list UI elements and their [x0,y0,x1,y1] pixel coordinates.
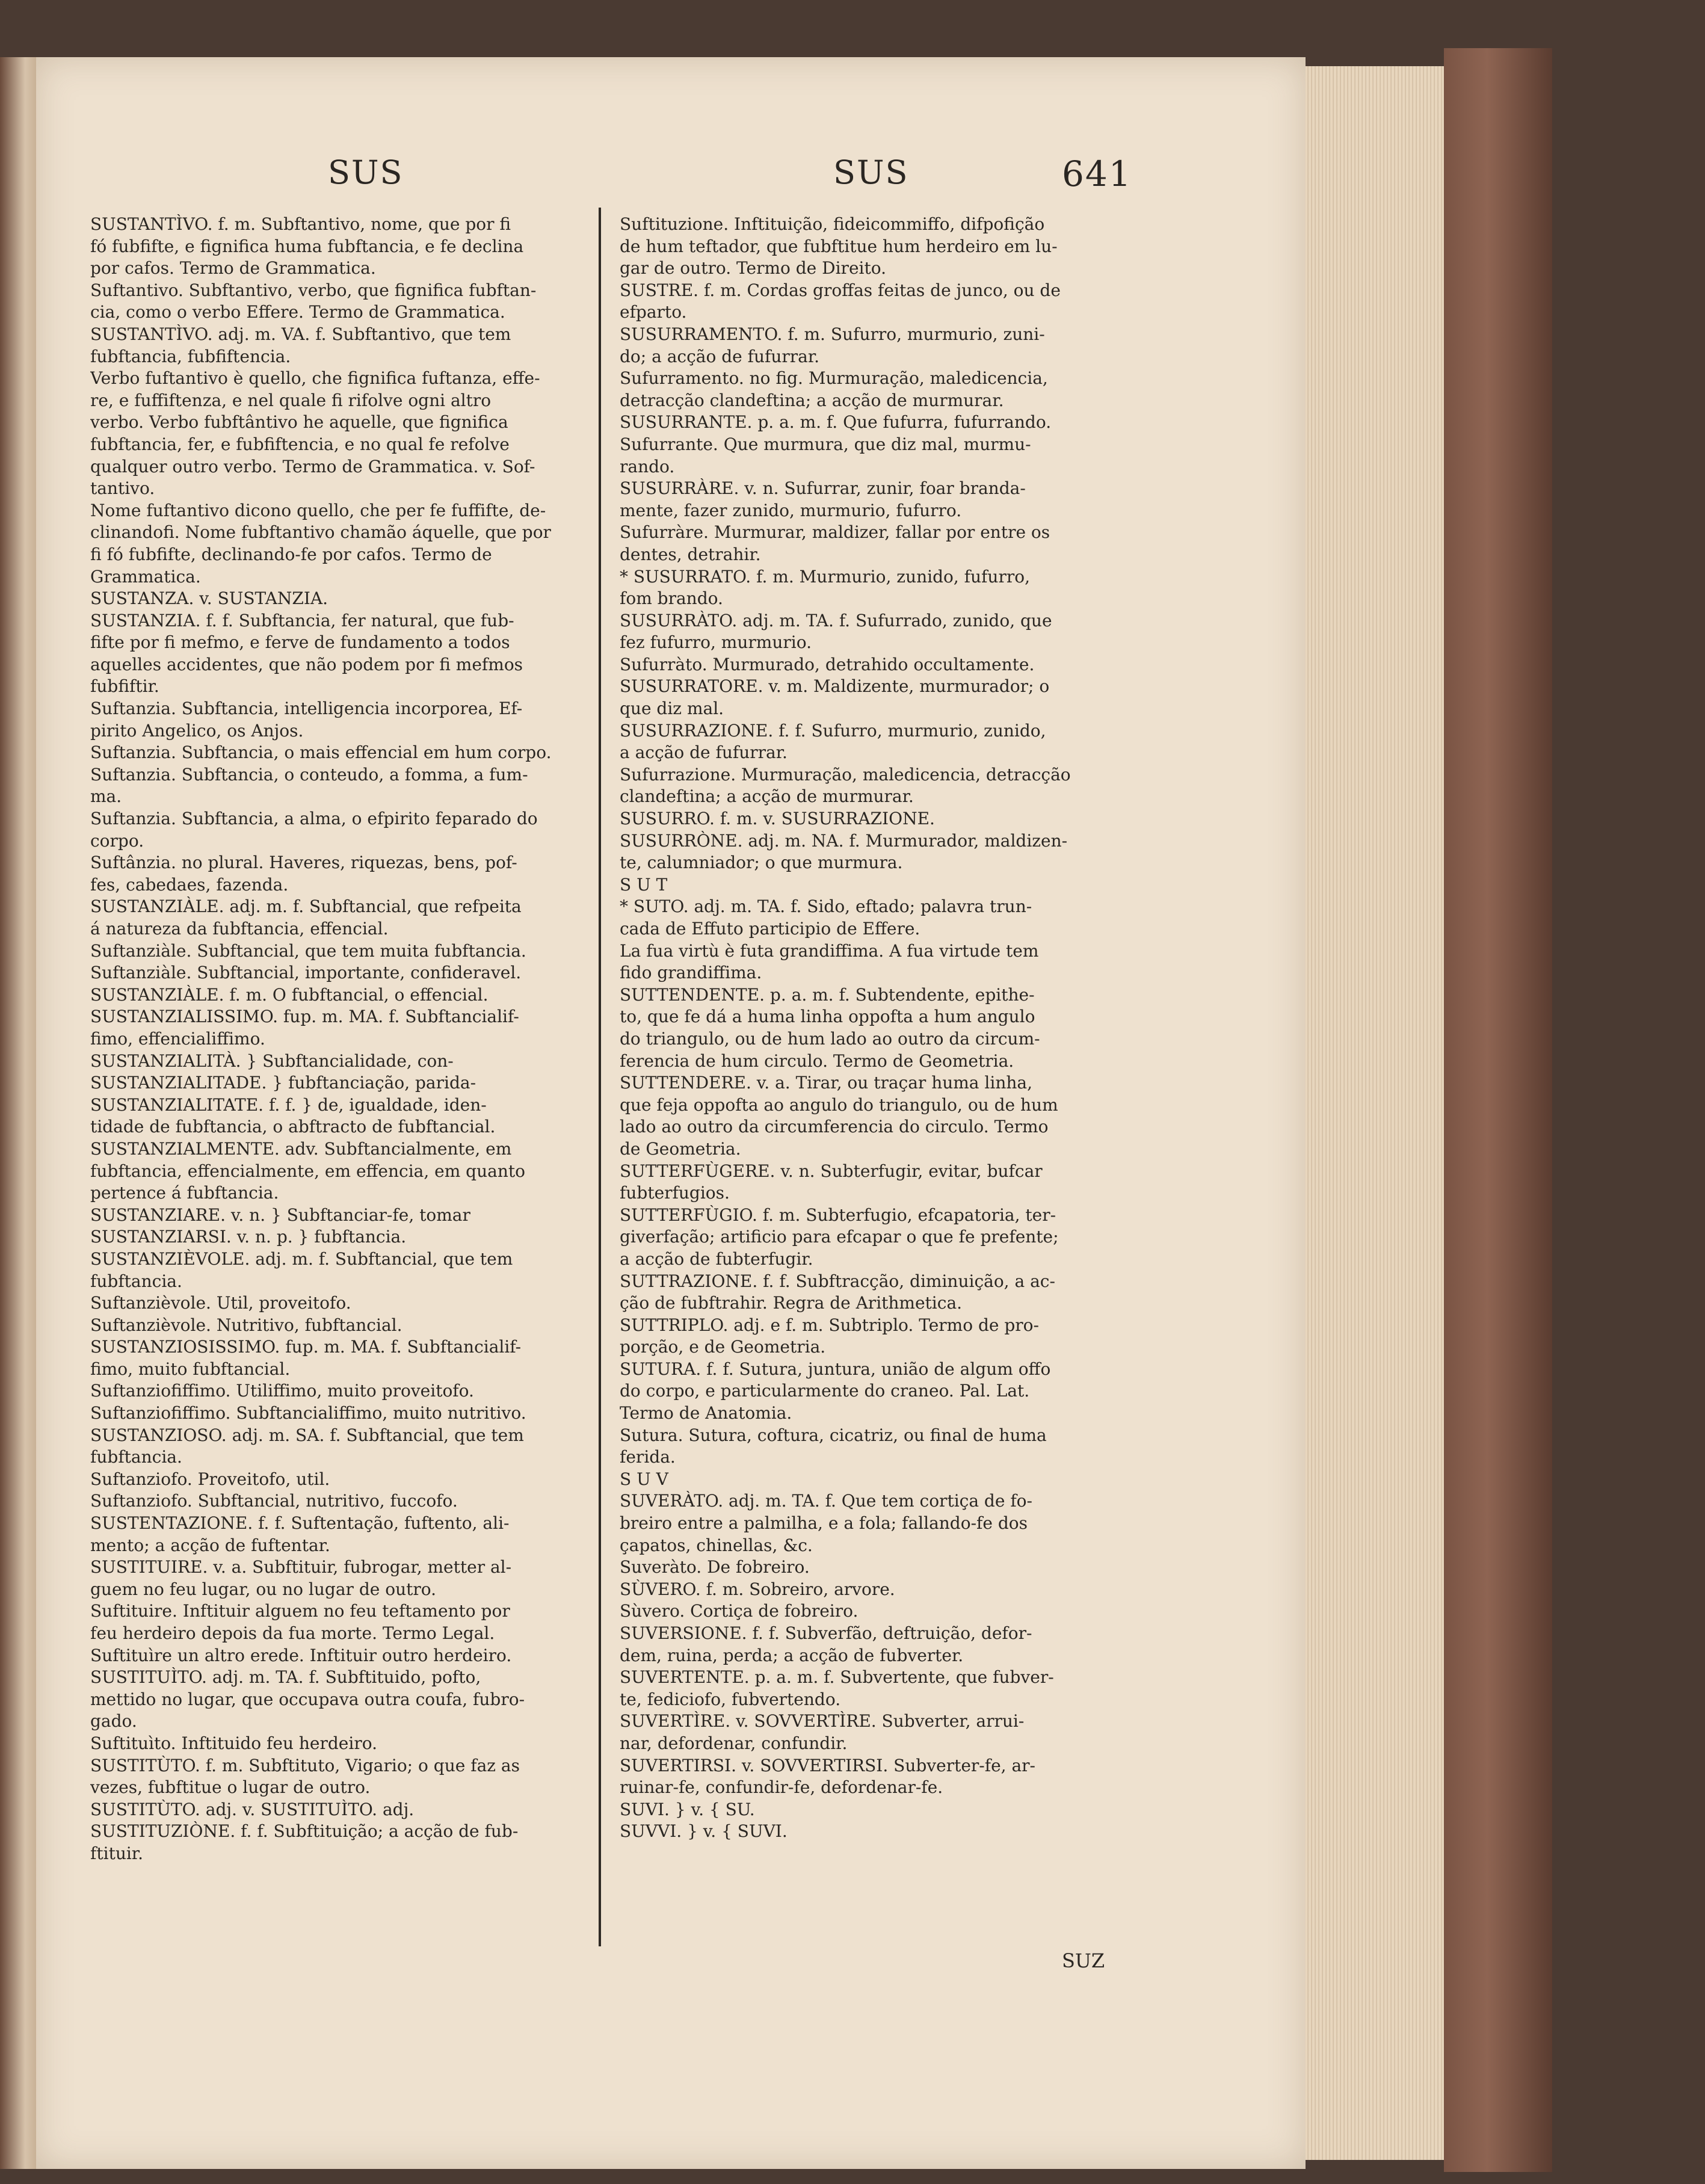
text-line: SUVERÀTO. adj. m. TA. f. Que tem cortiça de fo- [620,1491,1032,1511]
text-line: Suftanziofiffimo. Utiliffimo, muito proveitofo. [90,1381,474,1401]
text-line: SUSTANZIA. f. f. Subftancia, fer natural, que fub- [90,610,514,631]
page-block-edge [1306,66,1444,2160]
text-line: fimo, muito fubftancial. [90,1359,291,1379]
text-line: fimo, effencialiffimo. [90,1028,265,1049]
text-line: Nome fuftantivo dicono quello, che per fe fuffifte, de- [90,500,546,520]
text-line: SUSTANZIALISSIMO. fup. m. MA. f. Subftancialif- [90,1007,519,1027]
text-line: SUSTANZIÀLE. adj. m. f. Subftancial, que refpeita [90,896,522,917]
text-line: dem, ruina, perda; a acção de fubverter. [620,1645,964,1665]
text-line: Verbo fuftantivo è quello, che fignifica fuftanza, effe- [90,368,540,389]
text-line: SUSTANZIOSO. adj. m. SA. f. Subftancial, que tem [90,1425,524,1445]
right-column [620,214,1128,1843]
text-line: SUTTENDERE. v. a. Tirar, ou traçar huma linha, [620,1073,1032,1093]
text-line: ção de fubftrahir. Regra de Arithmetica. [620,1293,963,1313]
text-line: ferencia de hum circulo. Termo de Geometria. [620,1050,1014,1071]
text-line: fubftancia, effencialmente, em effencia, em quanto [90,1161,525,1181]
text-line: SUVERTÌRE. v. SOVVERTÌRE. Subverter, arrui- [620,1711,1025,1732]
text-line: SUSTANZIALITADE. } fubftanciação, parida- [90,1073,476,1093]
text-line: por cafos. Termo de Grammatica. [90,258,376,279]
left-page-edge [0,57,36,2169]
text-line: Suftanziofo. Proveitofo, util. [90,1469,330,1489]
text-line: cada de Effuto participio de Effere. [620,919,920,939]
text-line: Sufurràre. Murmurar, maldizer, fallar por entre os [620,522,1050,543]
text-line: S U V [620,1469,668,1489]
text-line: Suftanziofiffimo. Subftancialiffimo, muito nutritivo. [90,1403,526,1424]
text-line: SUSTITÙTO. adj. v. SUSTITUÌTO. adj. [90,1799,415,1819]
text-line: Suftituzione. Inftituição, fideicommiffo, difpofição [620,214,1045,234]
text-line: SUSTANZIARSI. v. n. p. } fubftancia. [90,1227,407,1247]
text-line: gar de outro. Termo de Direito. [620,258,886,279]
text-line: Sufurramento. no fig. Murmuração, maledicencia, [620,368,1048,389]
text-line: SUSTANZIÀLE. f. m. O fubftancial, o effencial. [90,984,489,1005]
text-line: mettido no lugar, que occupava outra coufa, fubro- [90,1689,525,1709]
text-line: Suveràto. De fobreiro. [620,1557,810,1578]
text-line: SUSTANZIÈVOLE. adj. m. f. Subftancial, que tem [90,1248,513,1269]
text-line: fubfiftir. [90,676,159,697]
text-line: giverfação; artificio para efcapar o que fe prefente; [620,1227,1059,1247]
text-line: clinandofi. Nome fubftantivo chamão áquelle, que por [90,522,551,543]
text-line: Sufurrante. Que murmura, que diz mal, murmu- [620,434,1031,454]
text-line: SUVERTENTE. p. a. m. f. Subvertente, que fubver- [620,1667,1054,1688]
text-line: SUSTANZIALMENTE. adv. Subftancialmente, em [90,1138,512,1159]
text-line: Suftanzièvole. Util, proveitofo. [90,1293,351,1313]
text-line: gado. [90,1711,137,1732]
text-line: te, fediciofo, fubvertendo. [620,1689,841,1709]
text-line: SUSURRATORE. v. m. Maldizente, murmurador; o [620,676,1050,697]
text-line: fom brando. [620,588,723,609]
text-line: SUSTENTAZIONE. f. f. Suftentação, fuftento, ali- [90,1513,510,1534]
text-line: ruinar-fe, confundir-fe, defordenar-fe. [620,1777,943,1798]
text-line: SUTTERFÙGIO. f. m. Subterfugio, efcapatoria, ter- [620,1205,1056,1225]
text-line: tantivo. [90,478,155,499]
text-line: SUSTANZIARE. v. n. } Subftanciar-fe, tomar [90,1205,470,1225]
text-line: fifte por fi mefmo, e ferve de fundamento a todos [90,632,510,653]
text-line: S U T [620,874,668,895]
text-line: SUSTANTÌVO. f. m. Subftantivo, nome, que por fi [90,214,511,234]
text-line: SUSTITUIRE. v. a. Subftituir, fubrogar, metter al- [90,1557,512,1578]
text-line: Suftanzièvole. Nutritivo, fubftancial. [90,1315,402,1335]
text-line: ma. [90,786,122,807]
text-line: * SUTO. adj. m. TA. f. Sido, eftado; palavra trun- [620,896,1032,917]
text-line: Sufurràto. Murmurado, detrahido occultamente. [620,654,1035,674]
text-line: SUVVI. } v. { SUVI. [620,1821,788,1842]
text-line: de hum teftador, que fubftitue hum herdeiro em lu- [620,236,1058,256]
text-line: pertence á fubftancia. [90,1183,279,1203]
catchword: SUZ [1062,1949,1105,1972]
text-line: Suftituire. Inftituir alguem no feu teftamento por [90,1601,510,1621]
text-line: SUSTANTÌVO. adj. m. VA. f. Subftantivo, que tem [90,324,511,344]
text-line: SUSURRO. f. m. v. SUSURRAZIONE. [620,809,935,829]
text-line: Termo de Anatomia. [620,1403,792,1424]
text-line: SUSURRAZIONE. f. f. Sufurro, murmurio, zunido, [620,720,1046,741]
text-line: SUSURRAMENTO. f. m. Sufurro, murmurio, zuni- [620,324,1045,344]
text-line: aquelles accidentes, que não podem por fi mefmos [90,654,523,674]
text-line: mento; a acção de fuftentar. [90,1535,330,1555]
text-line: fubftancia, fubfiftencia. [90,346,291,366]
text-line: SUSURRÀRE. v. n. Sufurrar, zunir, foar branda- [620,478,1026,499]
text-line: lado ao outro da circumferencia do circulo. Termo [620,1117,1049,1137]
text-line: Suftanzia. Subftancia, a alma, o efpirito feparado do [90,809,538,829]
text-line: SUSURRANTE. p. a. m. f. Que fufurra, fufurrando. [620,412,1052,433]
text-line: Sutura. Sutura, coftura, cicatriz, ou final de huma [620,1425,1047,1445]
text-line: vezes, fubftitue o lugar de outro. [90,1777,371,1798]
text-line: SUSTRE. f. m. Cordas groffas feitas de junco, ou de [620,280,1061,300]
text-line: SUSURRÀTO. adj. m. TA. f. Sufurrado, zunido, que [620,610,1052,631]
column-rule [599,208,601,1946]
text-line: nar, defordenar, confundir. [620,1733,848,1753]
text-line: SUVERSIONE. f. f. Subverfão, deftruição, defor- [620,1623,1032,1643]
text-line: fubftancia, fer, e fubfiftencia, e no qual fe refolve [90,434,510,454]
text-line: çapatos, chinellas, &c. [620,1535,813,1555]
text-line: qualquer outro verbo. Termo de Grammatica. v. Sof- [90,456,535,477]
text-line: te, calumniador; o que murmura. [620,853,903,873]
text-line: Sufurrazione. Murmuração, maledicencia, detracção [620,764,1071,785]
text-line: * SUSURRATO. f. m. Murmurio, zunido, fufurro, [620,566,1030,587]
text-line: La fua virtù è futa grandiffima. A fua virtude tem [620,940,1039,961]
text-line: Suftanziofo. Subftancial, nutritivo, fuccofo. [90,1491,458,1511]
text-line: clandeftina; a acção de murmurar. [620,786,914,807]
text-line: verbo. Verbo fubftântivo he aquelle, que fignifica [90,412,508,433]
text-line: Sùvero. Cortiça de fobreiro. [620,1601,859,1621]
text-line: pirito Angelico, os Anjos. [90,720,304,741]
text-line: rando. [620,456,675,477]
text-line: do triangulo, ou de hum lado ao outro da circum- [620,1028,1040,1049]
text-line: tidade de fubftancia, o abftracto de fubftancial. [90,1117,496,1137]
text-line: SUSTITUÌTO. adj. m. TA. f. Subftituido, pofto, [90,1667,481,1688]
text-line: SUTTENDENTE. p. a. m. f. Subtendente, epithe- [620,984,1035,1005]
text-line: á natureza da fubftancia, effencial. [90,919,389,939]
text-line: SUSTANZIALITÀ. } Subftancialidade, con- [90,1050,454,1071]
text-line: fes, cabedaes, fazenda. [90,874,289,895]
book-cover [1444,48,1552,2172]
text-line: Suftanzia. Subftancia, o conteudo, a fomma, a fum- [90,764,528,785]
text-line: fubterfugios. [620,1183,730,1203]
text-line: detracção clandeftina; a acção de murmurar. [620,390,1004,410]
text-line: mente, fazer zunido, murmurio, fufurro. [620,500,962,520]
text-line: porção, e de Geometria. [620,1337,826,1357]
text-line: fez fufurro, murmurio. [620,632,812,653]
text-line: fi fó fubfifte, declinando-fe por cafos. Termo de [90,544,492,564]
text-line: guem no feu lugar, ou no lugar de outro. [90,1579,437,1599]
text-line: fubftancia. [90,1271,182,1291]
text-line: ferida. [620,1447,676,1467]
text-line: breiro entre a palmilha, e a fola; fallando-fe dos [620,1513,1028,1534]
text-line: Suftanzia. Subftancia, intelligencia incorporea, Ef- [90,699,523,719]
text-line: Suftituìre un altro erede. Inftituir outro herdeiro. [90,1645,512,1665]
text-line: a acção de fufurrar. [620,742,788,763]
text-line: SUSURRÒNE. adj. m. NA. f. Murmurador, maldizen- [620,830,1068,851]
text-line: feu herdeiro depois da fua morte. Termo Legal. [90,1623,495,1643]
text-line: dentes, detrahir. [620,544,761,564]
text-line: ftituir. [90,1843,144,1863]
text-line: efparto. [620,302,687,322]
text-line: SUVI. } v. { SU. [620,1799,755,1819]
text-line: SUTTRIPLO. adj. e f. m. Subtriplo. Termo de pro- [620,1315,1039,1335]
text-line: SUTTERFÙGERE. v. n. Subterfugir, evitar, bufcar [620,1161,1043,1181]
text-line: SUSTANZA. v. SUSTANZIA. [90,588,328,609]
text-line: cia, como o verbo Effere. Termo de Grammatica. [90,302,505,322]
page-number: 641 [1062,153,1132,194]
text-line: Grammatica. [90,566,201,587]
text-line: Suftanziàle. Subftancial, importante, confideravel. [90,963,522,983]
text-line: SUSTANZIALITATE. f. f. } de, igualdade, iden- [90,1094,487,1115]
left-column [90,214,605,1865]
text-line: a acção de fubterfugir. [620,1248,813,1269]
text-line: Suftantivo. Subftantivo, verbo, que fignifica fubftan- [90,280,537,300]
text-line: fubftancia. [90,1447,182,1467]
text-line: SUTURA. f. f. Sutura, juntura, união de algum offo [620,1359,1051,1379]
running-head-left: SUS [328,153,404,191]
text-line: to, que fe dá a huma linha oppofta a hum angulo [620,1007,1035,1027]
text-line: Suftanzia. Subftancia, o mais effencial em hum corpo. [90,742,552,763]
text-line: SUTTRAZIONE. f. f. Subftracção, diminuição, a ac- [620,1271,1055,1291]
text-line: de Geometria. [620,1138,741,1159]
text-line: que diz mal. [620,699,724,719]
text-line: SUVERTIRSI. v. SOVVERTIRSI. Subverter-fe, ar- [620,1755,1036,1775]
text-line: do corpo, e particularmente do craneo. Pal. Lat. [620,1381,1030,1401]
text-line: que feja oppofta ao angulo do triangulo, ou de hum [620,1094,1058,1115]
text-line: SUSTITÙTO. f. m. Subftituto, Vigario; o que faz as [90,1755,520,1775]
running-head-center: SUS [833,153,909,191]
text-line: Suftânzia. no plural. Haveres, riquezas, bens, pof- [90,853,517,873]
text-line: re, e fuffiftenza, e nel quale fi rifolve ogni altro [90,390,492,410]
text-line: SÙVERO. f. m. Sobreiro, arvore. [620,1579,895,1599]
text-line: fó fubfifte, e fignifica huma fubftancia, e fe declina [90,236,524,256]
text-line: fido grandiffima. [620,963,762,983]
text-line: Suftituìto. Inftituido feu herdeiro. [90,1733,377,1753]
text-line: do; a acção de fufurrar. [620,346,820,366]
text-line: corpo. [90,830,144,851]
text-line: Suftanziàle. Subftancial, que tem muita fubftancia. [90,940,526,961]
text-line: SUSTITUZIÒNE. f. f. Subftituição; a acção de fub- [90,1821,519,1842]
text-line: SUSTANZIOSISSIMO. fup. m. MA. f. Subftancialif- [90,1337,522,1357]
